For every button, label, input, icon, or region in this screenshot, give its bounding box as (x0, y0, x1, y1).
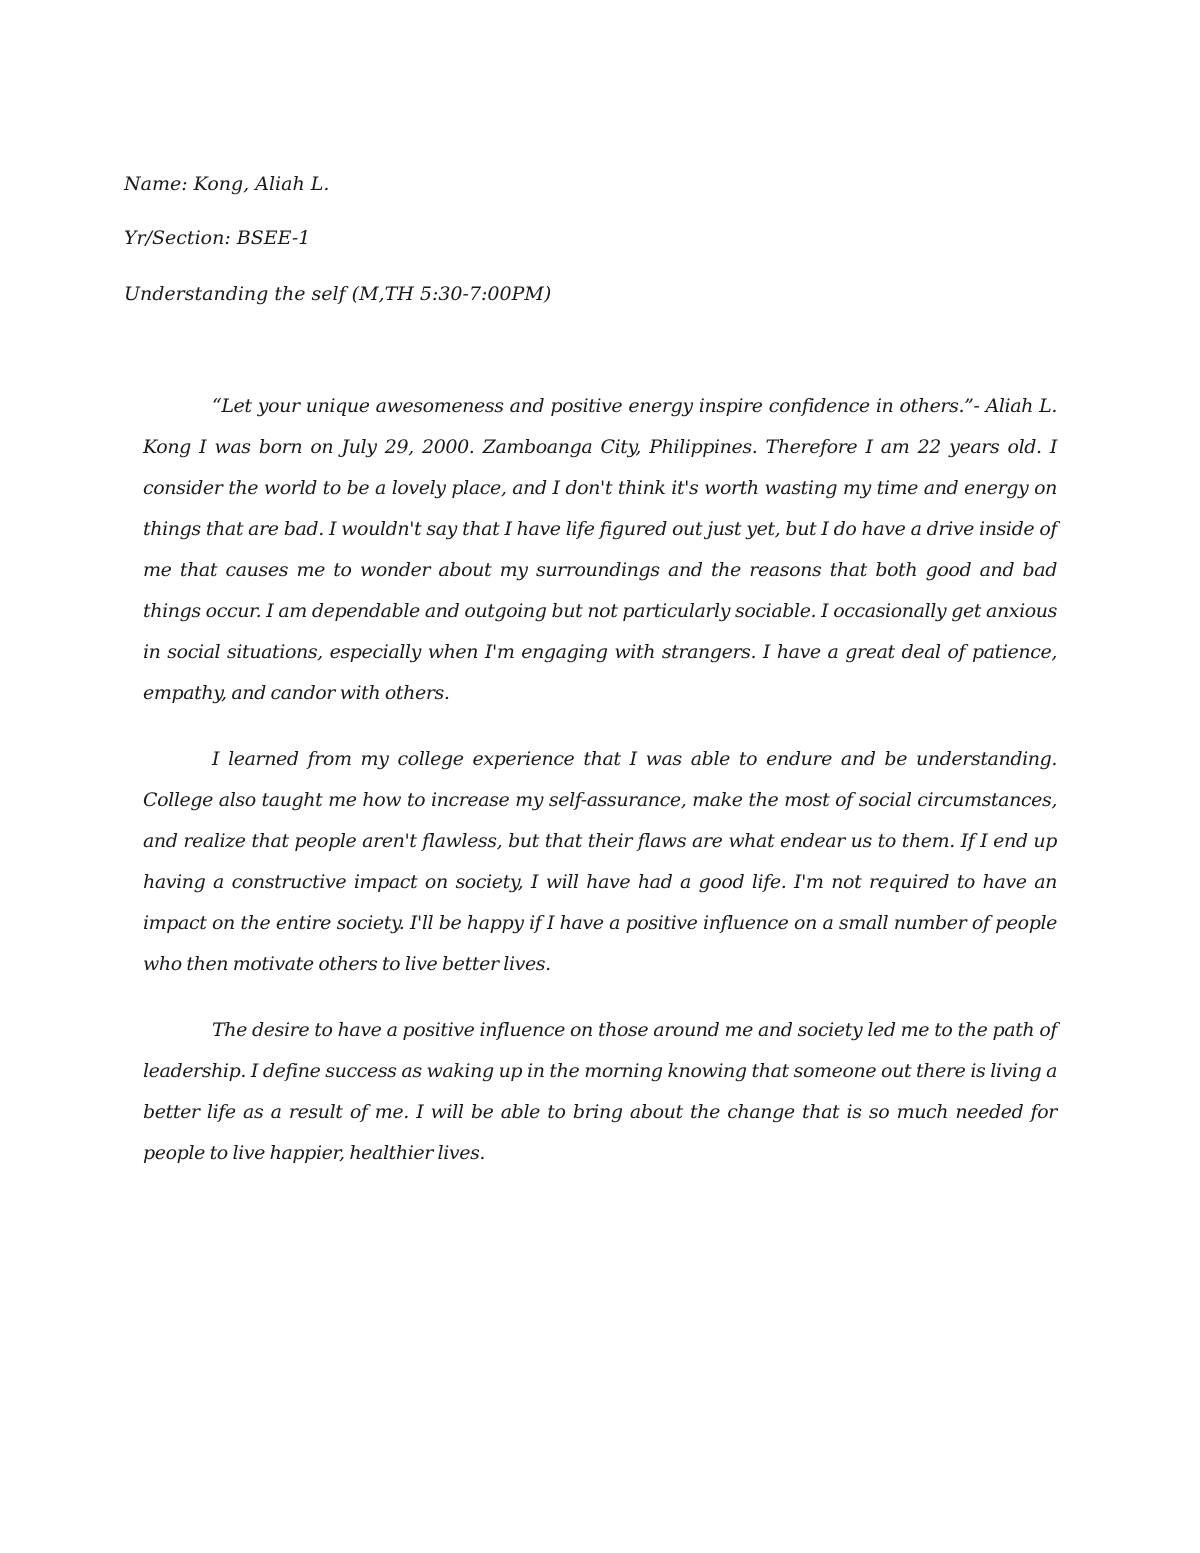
paragraph-3: The desire to have a positive influence on those around me and society led me to the path of leadership. I define success as waking up in the morning knowing that someone out there is living a better life as a result of me. I will be able to bring about the change that is so much needed for people to live happier, healthier lives. (143, 1019, 1057, 1164)
year-section: Yr/Section: BSEE-1 (124, 227, 311, 249)
paragraph-1: “Let your unique awesomeness and positive energy inspire confidence in others.”- Aliah L. Kong I was born on July 29, 2000. Zamboanga City, Philippines. Therefore I am 22 years old. I consider the world to be a lovely place, and I don't think it's worth wasting my time and energy on things that are bad. I wouldn't say that I have life figured out just yet, but I do have a drive inside of me that causes me to wonder about my surroundings and the reasons that both good and bad things occur. I am dependable and outgoing but not particularly sociable. I occasionally get anxious in social situations, especially when I'm engaging with strangers. I have a great deal of patience, empathy, and candor with others. (143, 395, 1057, 704)
course-title: Understanding the self (M,TH 5:30-7:00PM) (124, 283, 552, 305)
student-name: Name: Kong, Aliah L. (124, 173, 330, 195)
essay-body (143, 386, 1057, 1199)
paragraph-2: I learned from my college experience that I was able to endure and be understanding. College also taught me how to increase my self-assurance, make the most of social circumstances, and realize that people aren't flawless, but that their flaws are what endear us to them. If I end up having a constructive impact on society, I will have had a good life. I'm not required to have an impact on the entire society. I'll be happy if I have a positive influence on a small number of people who then motivate others to live better lives. (143, 748, 1057, 975)
